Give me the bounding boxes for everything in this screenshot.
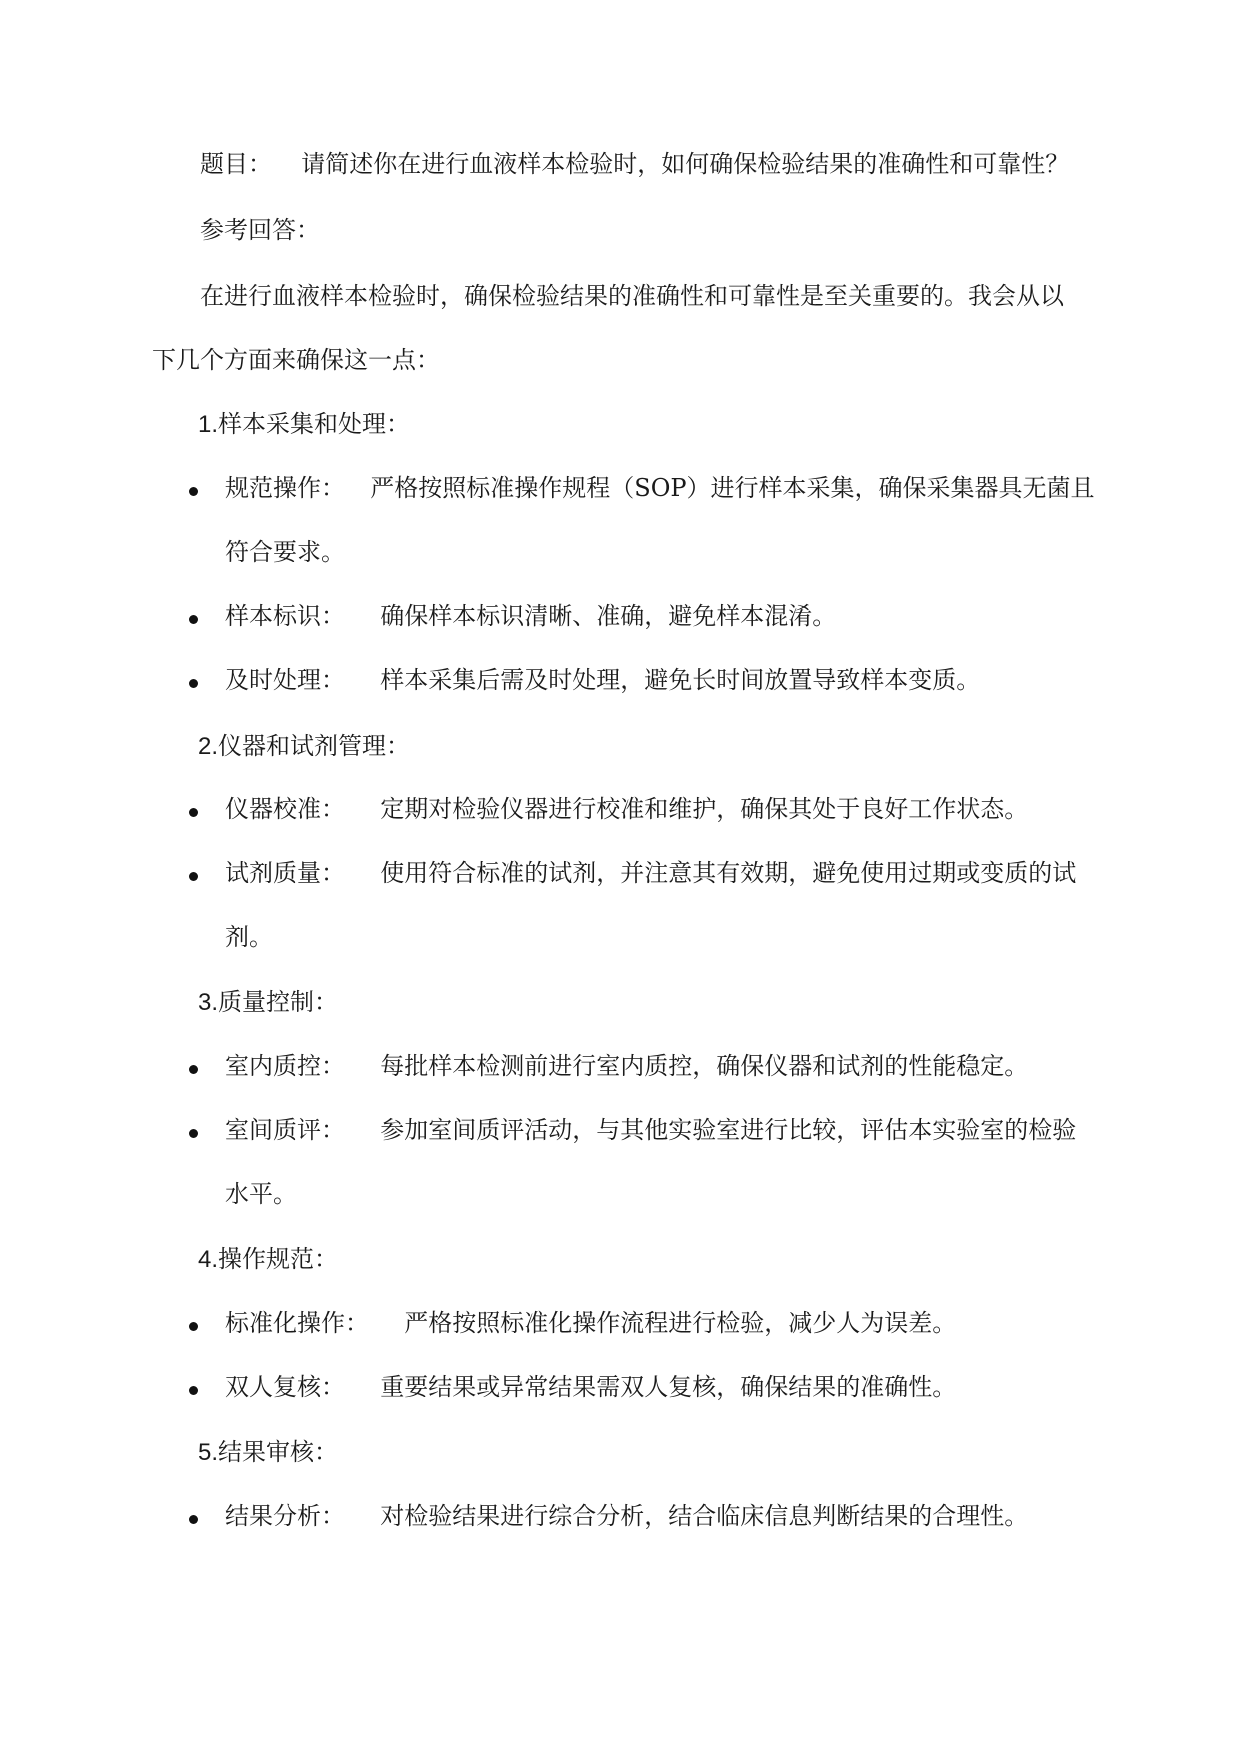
section-heading-4 <box>198 1243 338 1276</box>
list-item <box>225 1050 1028 1082</box>
item-text: 参加室间质评活动，与其他实验室进行比较，评估本实验室的检验 <box>380 1116 1077 1144</box>
item-label: 规范操作： <box>225 474 345 502</box>
list-item <box>225 1500 1028 1532</box>
bullet-dot-icon <box>189 1386 198 1395</box>
list-item <box>225 1114 1076 1146</box>
bullet-dot-icon <box>189 1065 198 1074</box>
section-title: 结果审核： <box>218 1438 339 1466</box>
list-item <box>225 1307 956 1339</box>
item-text: 严格按照标准操作规程（SOP）进行样本采集，确保采集器具无菌且 <box>370 474 1095 502</box>
item-text: 样本采集后需及时处理，避免长时间放置导致样本变质。 <box>380 666 981 694</box>
list-item <box>225 472 1095 504</box>
section-heading-1 <box>198 408 410 441</box>
list-item <box>225 600 836 632</box>
bullet-dot-icon <box>189 1322 198 1331</box>
bullet-dot-icon <box>189 872 198 881</box>
answer-heading: 参考回答： <box>200 216 320 244</box>
section-number: 4. <box>198 1246 219 1273</box>
question-label: 题目： <box>200 150 272 178</box>
item-text-continuation: 符合要求。 <box>225 538 345 566</box>
section-heading-5 <box>198 1436 338 1469</box>
item-text: 定期对检验仪器进行校准和维护，确保其处于良好工作状态。 <box>380 795 1029 823</box>
intro-line-2: 下几个方面来确保这一点： <box>152 346 440 374</box>
section-title: 仪器和试剂管理： <box>218 732 411 760</box>
bullet-dot-icon <box>189 615 198 624</box>
item-text: 使用符合标准的试剂，并注意其有效期，避免使用过期或变质的试 <box>380 859 1077 887</box>
section-heading-3 <box>198 986 338 1019</box>
section-title: 样本采集和处理： <box>218 410 411 438</box>
section-number: 1. <box>198 411 219 438</box>
list-item <box>225 664 980 696</box>
section-title: 质量控制： <box>218 988 339 1016</box>
item-label: 及时处理： <box>225 666 345 694</box>
item-text: 每批样本检测前进行室内质控，确保仪器和试剂的性能稳定。 <box>380 1052 1029 1080</box>
item-label: 结果分析： <box>225 1502 345 1530</box>
item-text: 对检验结果进行综合分析，结合临床信息判断结果的合理性。 <box>380 1502 1029 1530</box>
item-label: 样本标识： <box>225 602 345 630</box>
item-text-continuation: 水平。 <box>225 1180 297 1208</box>
question-text: 请简述你在进行血液样本检验时，如何确保检验结果的准确性和可靠性？ <box>301 150 1070 178</box>
item-label: 室间质评： <box>225 1116 345 1144</box>
item-label: 试剂质量： <box>225 859 345 887</box>
section-title: 操作规范： <box>218 1245 339 1273</box>
bullet-dot-icon <box>189 487 198 496</box>
item-text: 严格按照标准化操作流程进行检验，减少人为误差。 <box>404 1309 957 1337</box>
item-text-continuation: 剂。 <box>225 923 273 951</box>
bullet-dot-icon <box>189 1515 198 1524</box>
item-text: 重要结果或异常结果需双人复核，确保结果的准确性。 <box>380 1373 957 1401</box>
item-label: 仪器校准： <box>225 795 345 823</box>
item-label: 标准化操作： <box>225 1309 369 1337</box>
question-line <box>200 148 1069 180</box>
section-number: 5. <box>198 1439 219 1466</box>
item-label: 双人复核： <box>225 1373 345 1401</box>
list-item <box>225 857 1076 889</box>
item-text: 确保样本标识清晰、准确，避免样本混淆。 <box>380 602 837 630</box>
section-heading-2 <box>198 730 410 763</box>
bullet-dot-icon <box>189 1129 198 1138</box>
bullet-dot-icon <box>189 808 198 817</box>
bullet-dot-icon <box>189 679 198 688</box>
list-item <box>225 1371 956 1403</box>
intro-line-1: 在进行血液样本检验时，确保检验结果的准确性和可靠性是至关重要的。我会从以 <box>200 282 1064 310</box>
section-number: 2. <box>198 733 219 760</box>
section-number: 3. <box>198 989 219 1016</box>
list-item <box>225 793 1028 825</box>
item-label: 室内质控： <box>225 1052 345 1080</box>
